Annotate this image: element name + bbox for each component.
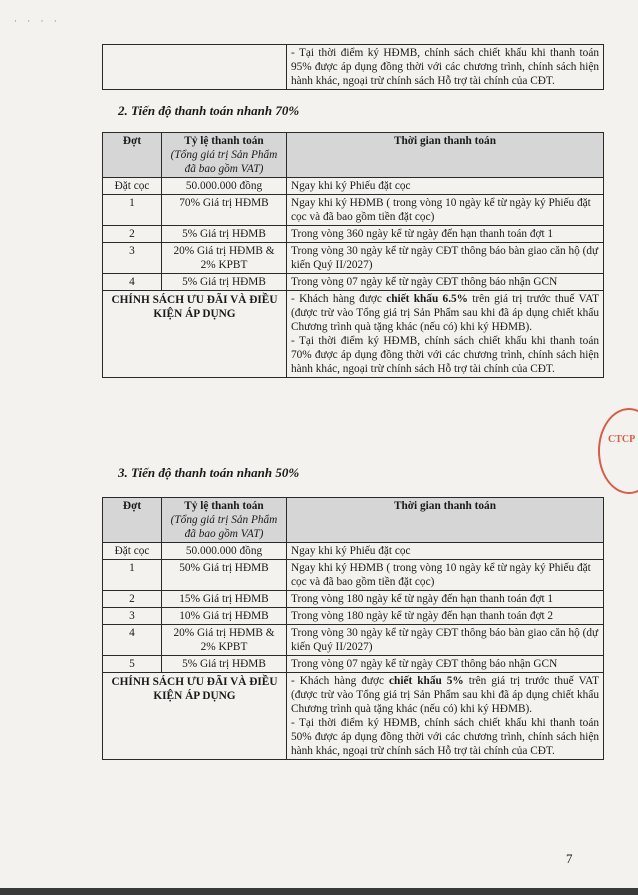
header-dot: Đợt [103, 133, 162, 178]
cell-rate: 10% Giá trị HĐMB [162, 608, 287, 625]
table-row [103, 543, 604, 560]
cell-rate: 50.000.000 đồng [162, 543, 287, 560]
table-row [103, 591, 604, 608]
cell-dot: 3 [103, 608, 162, 625]
policy-row [103, 291, 604, 378]
cell-rate: 15% Giá trị HĐMB [162, 591, 287, 608]
cell-dot: 1 [103, 560, 162, 591]
cell-time: Ngay khi ký HĐMB ( trong vòng 10 ngày kể từ ngày ký Phiếu đặt cọc và đã bao gồm tiền đặt cọc) [287, 560, 604, 591]
cell-time: Trong vòng 07 ngày kể từ ngày CĐT thông báo nhận GCN [287, 656, 604, 673]
table-row [103, 608, 604, 625]
policy-label: CHÍNH SÁCH ƯU ĐÃI VÀ ĐIỀU KIỆN ÁP DỤNG [103, 291, 287, 378]
page-number: 7 [566, 851, 573, 866]
header-rate [162, 498, 287, 543]
section-2-table [102, 132, 604, 378]
cell-time: Ngay khi ký Phiếu đặt cọc [287, 543, 604, 560]
table-row [103, 656, 604, 673]
table-row [103, 178, 604, 195]
table-row [103, 560, 604, 591]
policy-label: CHÍNH SÁCH ƯU ĐÃI VÀ ĐIỀU KIỆN ÁP DỤNG [103, 673, 287, 760]
policy-text [287, 673, 604, 760]
cell-rate: 20% Giá trị HĐMB & 2% KPBT [162, 243, 287, 274]
cell-time: Trong vòng 30 ngày kể từ ngày CĐT thông báo bàn giao căn hộ (dự kiến Quý II/2027) [287, 243, 604, 274]
cell-rate: 20% Giá trị HĐMB & 2% KPBT [162, 625, 287, 656]
cell-rate: 70% Giá trị HĐMB [162, 195, 287, 226]
cell-dot: Đặt cọc [103, 543, 162, 560]
cell-dot: 3 [103, 243, 162, 274]
table-row [103, 195, 604, 226]
cell-time: Ngay khi ký HĐMB ( trong vòng 10 ngày kể từ ngày ký Phiếu đặt cọc và đã bao gồm tiền đặt cọc) [287, 195, 604, 226]
section-3-table [102, 497, 604, 760]
policy-p1-start: - Khách hàng được [291, 293, 387, 305]
cell-dot: Đặt cọc [103, 178, 162, 195]
cell-time: Trong vòng 30 ngày kể từ ngày CĐT thông báo bàn giao căn hộ (dự kiến Quý II/2027) [287, 625, 604, 656]
table-row [103, 625, 604, 656]
policy-row [103, 673, 604, 760]
top-continuation-table [102, 44, 604, 90]
policy-p1-end: trên giá trị trước thuế VAT (được trừ vào Tổng giá trị Sản Phẩm sau khi đã áp dụng chiết khấu Chương trình quà tặng khác (nếu có) khi ký HĐMB). [291, 675, 599, 715]
cell-dot: 5 [103, 656, 162, 673]
cell-time: Trong vòng 07 ngày kể từ ngày CĐT thông báo nhận GCN [287, 274, 604, 291]
header-rate-sub: (Tổng giá trị Sản Phẩm đã bao gồm VAT) [170, 514, 278, 540]
cell-time: Trong vòng 180 ngày kể từ ngày đến hạn thanh toán đợt 1 [287, 591, 604, 608]
table-row [103, 243, 604, 274]
stamp-text: CTCP [608, 434, 636, 445]
cell-dot: 2 [103, 226, 162, 243]
table-row [103, 274, 604, 291]
header-rate-label: Tỷ lệ thanh toán [184, 500, 264, 512]
company-stamp [598, 408, 638, 494]
table-row [103, 226, 604, 243]
cell-rate: 5% Giá trị HĐMB [162, 656, 287, 673]
header-rate-label: Tỷ lệ thanh toán [184, 135, 264, 147]
cell-time: Trong vòng 360 ngày kể từ ngày đến hạn thanh toán đợt 1 [287, 226, 604, 243]
section-2-title: 2. Tiến độ thanh toán nhanh 70% [118, 103, 300, 118]
policy-p2: - Tại thời điểm ký HĐMB, chính sách chiết khấu khi thanh toán 70% được áp dụng đồng thời với các chương trình, chính sách hiện hành khác, ngoại trừ chính sách Hỗ trợ tài chính của CĐT. [291, 335, 599, 375]
cell-dot: 2 [103, 591, 162, 608]
header-dot: Đợt [103, 498, 162, 543]
header-rate [162, 133, 287, 178]
policy-p2: - Tại thời điểm ký HĐMB, chính sách chiết khấu khi thanh toán 50% được áp dụng đồng thời với các chương trình, chính sách hiện hành khác, ngoại trừ chính sách Hỗ trợ tài chính của CĐT. [291, 717, 599, 757]
cell-time: Ngay khi ký Phiếu đặt cọc [287, 178, 604, 195]
header-time: Thời gian thanh toán [287, 133, 604, 178]
policy-p1-end: trên giá trị trước thuế VAT (được trừ vào Tổng giá trị Sản Phẩm sau khi đã áp dụng chiết khấu Chương trình quà tặng khác (nếu có) khi ký HĐMB). [291, 293, 599, 333]
cell-rate: 50.000.000 đồng [162, 178, 287, 195]
empty-cell [103, 45, 287, 90]
cell-dot: 4 [103, 274, 162, 291]
policy-discount: chiết khấu 5% [389, 675, 464, 687]
policy-text [287, 291, 604, 378]
cell-rate: 5% Giá trị HĐMB [162, 274, 287, 291]
cell-dot: 4 [103, 625, 162, 656]
policy-discount: chiết khấu 6.5% [386, 293, 468, 305]
policy-p1-start: - Khách hàng được [291, 675, 390, 687]
scan-marks: · · · · [14, 16, 61, 26]
table-header-row [103, 133, 604, 178]
header-rate-sub: (Tổng giá trị Sản Phẩm đã bao gồm VAT) [170, 149, 278, 175]
cell-dot: 1 [103, 195, 162, 226]
top-policy-text: - Tại thời điểm ký HĐMB, chính sách chiết khấu khi thanh toán 95% được áp dụng đồng thời với các chương trình, chính sách hiện hành khác, ngoại trừ chính sách Hỗ trợ tài chính của CĐT. [287, 45, 604, 90]
scan-edge [0, 888, 638, 895]
table-header-row [103, 498, 604, 543]
cell-rate: 5% Giá trị HĐMB [162, 226, 287, 243]
cell-rate: 50% Giá trị HĐMB [162, 560, 287, 591]
section-3-title: 3. Tiến độ thanh toán nhanh 50% [118, 465, 300, 480]
cell-time: Trong vòng 180 ngày kể từ ngày đến hạn thanh toán đợt 2 [287, 608, 604, 625]
header-time: Thời gian thanh toán [287, 498, 604, 543]
